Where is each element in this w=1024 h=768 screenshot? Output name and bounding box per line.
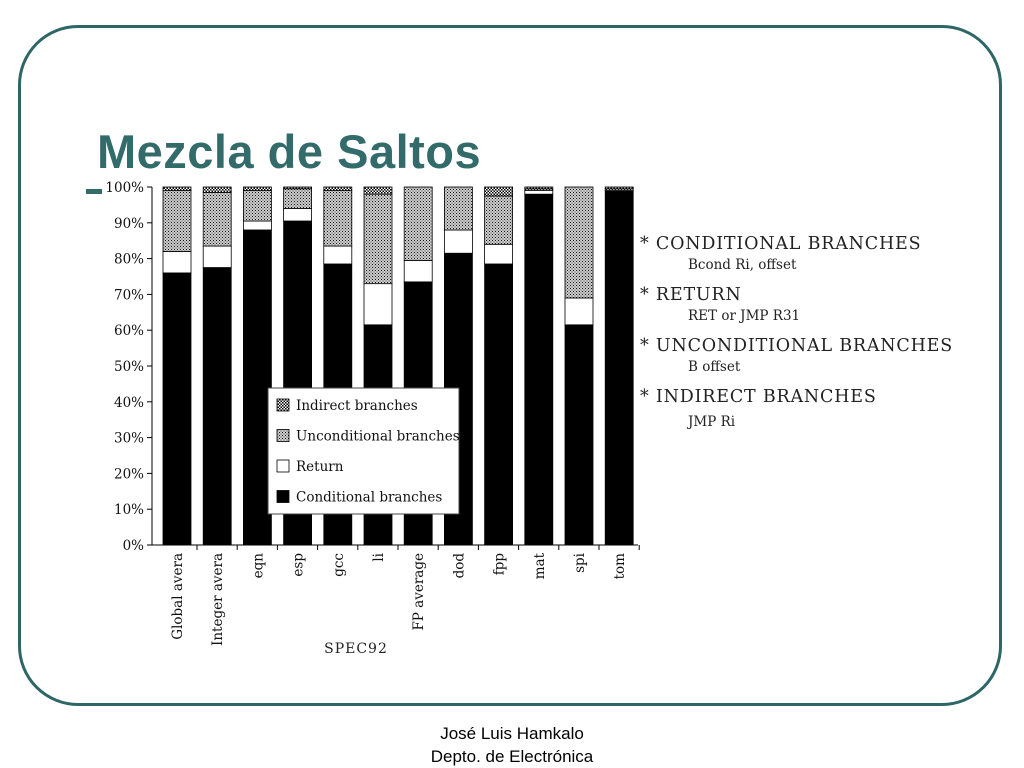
y-tick-label: 100% [105, 180, 144, 196]
bar-segment-return [243, 221, 271, 230]
y-tick-label: 20% [113, 466, 144, 483]
bar-segment-indirect-branches [203, 187, 231, 192]
note-unconditional-heading: * UNCONDITIONAL BRANCHES [640, 336, 954, 356]
bar-segment-unconditional-branches [284, 189, 312, 209]
y-tick-label: 60% [113, 323, 144, 340]
y-tick-label: 80% [113, 251, 144, 268]
x-tick-label: spi [572, 553, 588, 573]
y-tick-label: 0% [122, 538, 144, 554]
branch-types-notes [640, 233, 1000, 441]
bar-segment-indirect-branches [163, 187, 191, 191]
x-tick-label: Integer avera [210, 553, 227, 646]
bar-segment-indirect-branches [525, 187, 553, 189]
x-tick-label: esp [290, 553, 307, 577]
y-tick-label: 40% [113, 394, 144, 411]
x-axis-title: SPEC92 [324, 641, 388, 657]
bar-segment-unconditional-branches [203, 192, 231, 246]
bar-segment-unconditional-branches [485, 196, 513, 244]
bar-segment-conditional-branches [605, 191, 633, 545]
bar-segment-unconditional-branches [364, 194, 392, 284]
bar-segment-conditional-branches [243, 230, 271, 545]
y-tick-label: 70% [113, 287, 144, 304]
legend-swatch [277, 491, 289, 503]
y-tick-label: 10% [113, 502, 144, 519]
x-tick-label: li [371, 553, 387, 562]
note-unconditional-detail: B offset [688, 359, 741, 375]
footer-author: José Luis Hamkalo [440, 724, 584, 743]
bar-segment-indirect-branches [324, 187, 352, 191]
y-tick-label: 30% [113, 430, 144, 447]
y-tick-label: 50% [113, 359, 144, 375]
x-tick-label: FP average [411, 553, 428, 631]
bar-segment-conditional-branches [203, 268, 231, 545]
x-tick-label: dod [451, 553, 468, 579]
legend-label: Return [296, 459, 344, 475]
bar-segment-return [525, 191, 553, 195]
note-conditional-detail: Bcond Ri, offset [688, 257, 797, 273]
legend-label: Indirect branches [296, 398, 418, 414]
legend-label: Conditional branches [296, 489, 443, 506]
bar-segment-indirect-branches [284, 187, 312, 189]
bar-segment-unconditional-branches [444, 187, 472, 230]
legend-swatch [277, 460, 289, 472]
legend-swatch [277, 430, 289, 442]
footer-department: Depto. de Electrónica [430, 747, 594, 766]
legend-label: Unconditional branches [296, 428, 460, 445]
bar-segment-conditional-branches [525, 194, 553, 545]
bar-segment-return [404, 260, 432, 281]
note-indirect-detail: JMP Ri [688, 414, 736, 430]
x-tick-label: tom [612, 553, 629, 580]
bar-segment-return [565, 298, 593, 325]
bar-segment-unconditional-branches [243, 191, 271, 221]
note-conditional-heading: * CONDITIONAL BRANCHES [640, 234, 922, 254]
bar-segment-indirect-branches [485, 187, 513, 196]
bar-segment-unconditional-branches [324, 191, 352, 246]
bar-segment-indirect-branches [605, 187, 633, 189]
bar-segment-unconditional-branches [404, 187, 432, 260]
bar-segment-unconditional-branches [565, 187, 593, 298]
bar-segment-return [284, 208, 312, 221]
bar-segment-return [444, 230, 472, 253]
bar-segment-return [203, 246, 231, 267]
slide-footer [0, 722, 1024, 768]
x-tick-label: gcc [330, 553, 347, 577]
x-tick-label: Global avera [170, 553, 186, 640]
bar-segment-return [163, 251, 191, 272]
slide-title: Mezcla de Saltos [97, 125, 482, 178]
bar-segment-conditional-branches [485, 264, 513, 545]
bar-segment-conditional-branches [565, 325, 593, 545]
bar-segment-return [324, 246, 352, 264]
bar-segment-indirect-branches [243, 187, 271, 191]
x-tick-label: fpp [491, 553, 508, 576]
bar-segment-conditional-branches [163, 273, 191, 545]
note-indirect-heading: * INDIRECT BRANCHES [640, 387, 877, 407]
bar-segment-indirect-branches [364, 187, 392, 194]
x-tick-label: mat [531, 553, 548, 580]
legend-swatch [277, 399, 289, 411]
x-tick-label: eqn [250, 553, 267, 579]
note-return-heading: * RETURN [640, 285, 742, 305]
note-return-detail: RET or JMP R31 [688, 308, 801, 324]
bar-segment-unconditional-branches [163, 191, 191, 252]
bar-segment-return [485, 244, 513, 264]
bar-segment-return [364, 284, 392, 325]
y-tick-label: 90% [113, 215, 144, 232]
